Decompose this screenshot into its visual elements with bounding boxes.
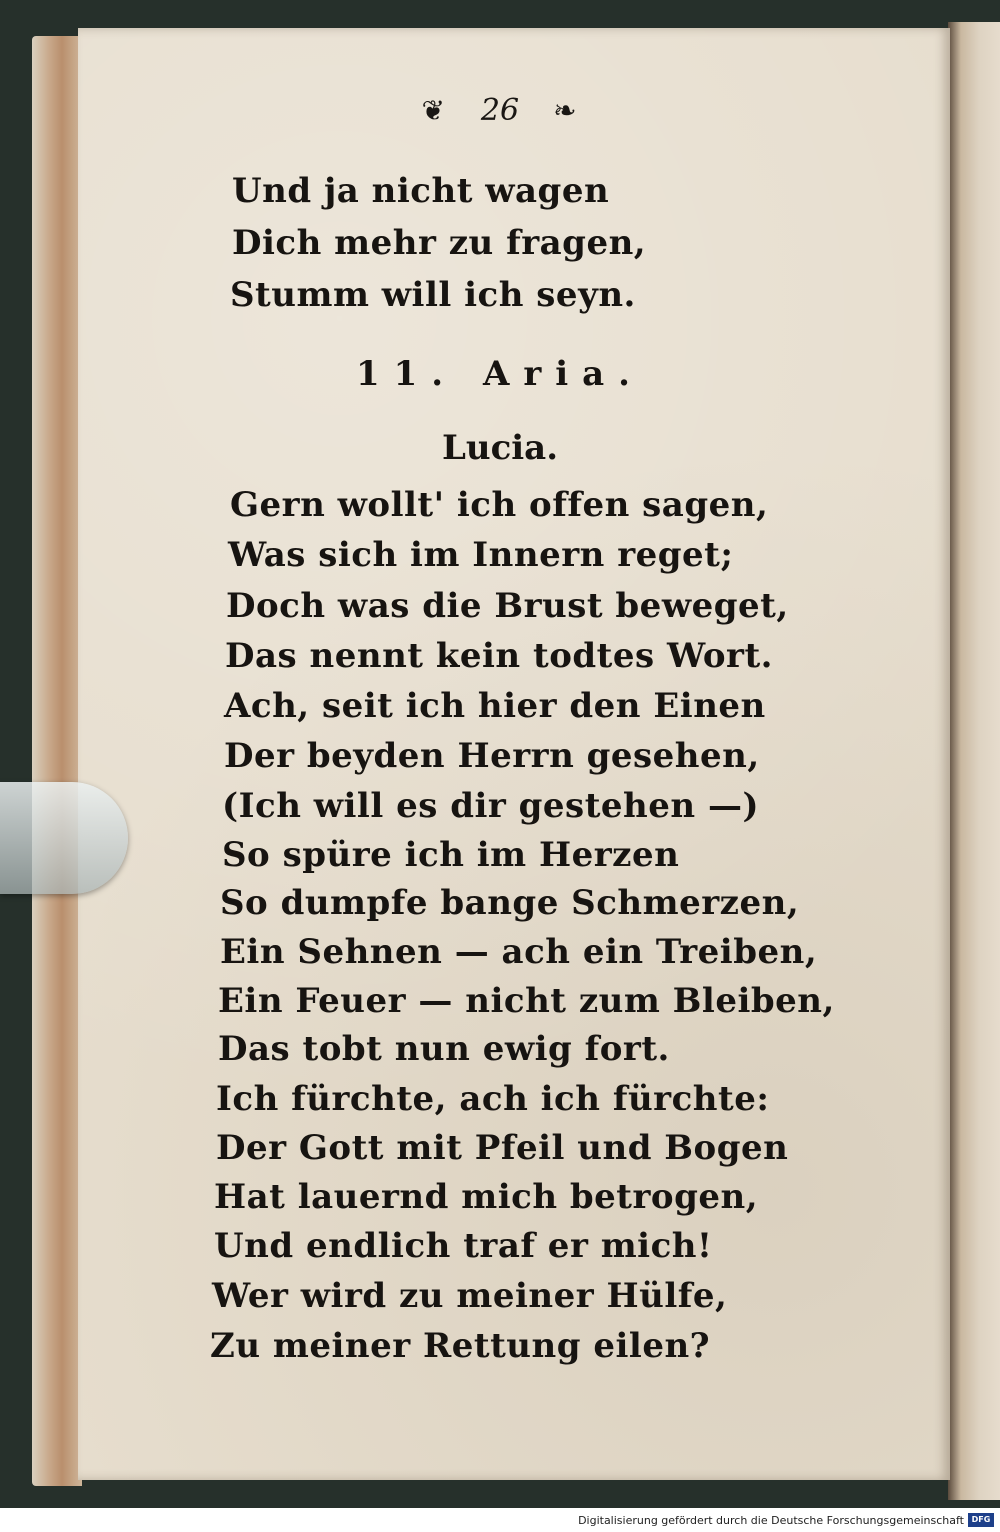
page-header (0, 88, 1000, 132)
verse-line: Ach, seit ich hier den Einen (224, 686, 766, 726)
verse-line: Zu meiner Rettung eilen? (210, 1326, 711, 1366)
section-title: 11. Aria. (355, 354, 645, 394)
funding-credit: Digitalisierung gefördert durch die Deutsche Forschungsgemeinschaft (578, 1514, 964, 1527)
verse-line: Das tobt nun ewig fort. (218, 1029, 670, 1069)
verse-line: Und ja nicht wagen (232, 171, 610, 211)
verse-line: Ich fürchte, ach ich fürchte: (216, 1079, 770, 1119)
verse-line: Hat lauernd mich betrogen, (214, 1177, 759, 1217)
verse-line: Ein Sehnen — ach ein Treiben, (220, 932, 818, 972)
footer-bar (0, 1508, 1000, 1532)
verse-line: So dumpfe bange Schmerzen, (220, 883, 800, 923)
verse-line: Doch was die Brust beweget, (226, 586, 789, 626)
speaker-name: Lucia. (441, 428, 559, 468)
verse-line: Dich mehr zu fragen, (232, 223, 647, 263)
ornament-left-icon: ❦ (421, 93, 447, 127)
verse-line: Das nennt kein todtes Wort. (225, 636, 774, 676)
page-holder-clip (0, 782, 128, 894)
verse-line: Gern wollt' ich offen sagen, (230, 485, 769, 525)
book-page-edges (32, 36, 82, 1486)
dfg-logo: DFG (968, 1513, 994, 1527)
verse-line: (Ich will es dir gestehen —) (222, 786, 760, 826)
verse-line: Stumm will ich seyn. (230, 275, 636, 315)
verse-line: Ein Feuer — nicht zum Bleiben, (218, 981, 835, 1021)
verse-line: Wer wird zu meiner Hülfe, (212, 1276, 728, 1316)
verse-line: Der beyden Herrn gesehen, (224, 736, 760, 776)
page-number: 26 (480, 92, 520, 128)
ornament-right-icon: ❧ (553, 93, 579, 127)
verse-line: Der Gott mit Pfeil und Bogen (216, 1128, 789, 1168)
next-page-edge (948, 22, 1000, 1500)
verse-line: So spüre ich im Herzen (222, 835, 680, 875)
verse-line: Was sich im Innern reget; (228, 535, 734, 575)
verse-line: Und endlich traf er mich! (214, 1226, 713, 1266)
